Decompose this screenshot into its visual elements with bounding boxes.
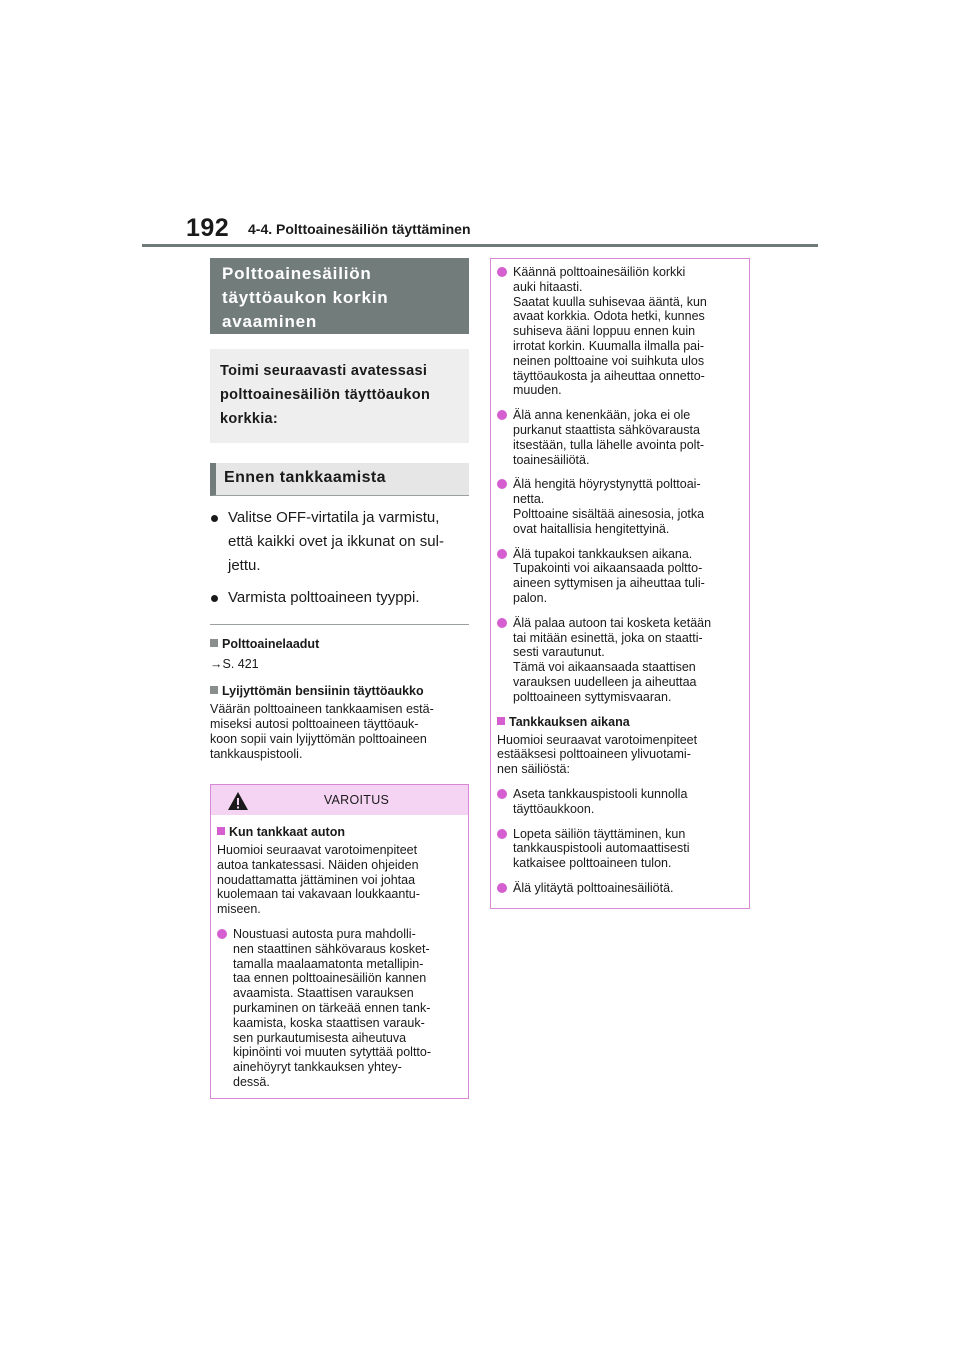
warning-line: Huomioi seuraavat varotoimenpiteet xyxy=(217,843,418,857)
warning-line: kaamista, koska staattisen varauk- xyxy=(233,1015,425,1030)
warning-line: avaat korkkia. Odota hetki, kunnes xyxy=(513,309,705,324)
warning-line: Älä ylitäytä polttoainesäiliötä. xyxy=(513,880,674,895)
heading-line: täyttöaukon korkin xyxy=(222,288,389,307)
bullet-line: Valitse OFF-virtatila ja varmistu, xyxy=(228,509,440,526)
circle-bullet-icon xyxy=(497,549,507,559)
bullet-icon xyxy=(211,515,218,522)
warning-header xyxy=(211,785,468,815)
warning-line: nen staattinen sähkövaraus kosket- xyxy=(233,941,430,956)
warning-line: Älä palaa autoon tai kosketa ketään xyxy=(513,615,712,630)
warning-item xyxy=(497,547,743,606)
square-bullet-icon xyxy=(210,639,218,647)
note-heading xyxy=(210,637,469,651)
warning-line: sen purkautumisesta aiheutuva xyxy=(233,1030,407,1045)
warning-intro xyxy=(217,843,462,917)
circle-bullet-icon xyxy=(497,479,507,489)
divider xyxy=(210,624,469,625)
list-item xyxy=(210,586,469,610)
warning-item xyxy=(497,616,743,705)
warning-line: dessä. xyxy=(233,1074,270,1089)
warning-line: polttoaineen syttymisvaaran. xyxy=(513,689,672,704)
subheading: Ennen tankkaamista xyxy=(210,463,469,496)
warning-line: Käännä polttoainesäiliön korkki xyxy=(513,265,686,279)
note-line: Väärän polttoaineen tankkaamisen estä- xyxy=(210,702,434,716)
intro-line: Toimi seuraavasti avatessasi xyxy=(220,363,428,379)
note-heading xyxy=(210,684,469,698)
warning-line: tankkauspistooli automaattisesti xyxy=(513,841,690,856)
intro-line: polttoainesäiliön täyttöaukon xyxy=(220,387,431,403)
list-item xyxy=(210,506,469,578)
circle-bullet-icon xyxy=(497,789,507,799)
square-bullet-icon xyxy=(217,827,225,835)
warning-line: ovat haitallisia hengitettyinä. xyxy=(513,521,670,536)
warning-item xyxy=(217,927,462,1090)
bullet-line: Varmista polttoaineen tyyppi. xyxy=(228,589,420,606)
warning-line: kipinöinti voi muuten sytyttää poltto- xyxy=(233,1045,432,1060)
warning-line: tai mitään esinettä, joka on staatti- xyxy=(513,630,703,645)
warning-line: Aseta tankkauspistooli kunnolla xyxy=(513,786,688,801)
warning-line: netta. xyxy=(513,492,545,507)
warning-line: autoa tankatessasi. Näiden ohjeiden xyxy=(217,857,419,872)
warning-line: Noustuasi autosta pura mahdolli- xyxy=(233,926,416,941)
page-number: 192 xyxy=(186,214,230,242)
bullet-line: että kaikki ovet ja ikkunat on sul- xyxy=(228,533,444,550)
warning-item xyxy=(497,881,743,896)
warning-box xyxy=(210,784,469,1099)
warning-label: VAROITUS xyxy=(323,793,390,807)
right-column xyxy=(490,258,750,909)
circle-bullet-icon xyxy=(497,618,507,628)
warning-line: täyttöaukosta ja aiheuttaa onnetto- xyxy=(513,368,705,383)
warning-heading-text: Kun tankkaat auton xyxy=(229,825,345,839)
note-line: tankkauspistooli. xyxy=(210,747,303,761)
warning-line: ainehöyryt tankkauksen yhtey- xyxy=(233,1060,402,1075)
warning-heading xyxy=(497,715,743,729)
warning-line: Lopeta säiliön täyttäminen, kun xyxy=(513,826,686,841)
warning-line: irrotat korkin. Kuumalla ilmalla pai- xyxy=(513,338,705,353)
warning-item xyxy=(497,787,743,817)
left-column xyxy=(210,258,469,1099)
section-heading-box xyxy=(210,258,469,334)
warning-line: estääksesi polttoaineen ylivuotami- xyxy=(497,747,691,762)
note-line: koon sopii vain lyijyttömän polttoaineen xyxy=(210,732,427,746)
section-title: 4-4. Polttoainesäiliön täyttäminen xyxy=(248,221,471,237)
warning-line: kuolemaan tai vakavaan loukkaantu- xyxy=(217,887,420,902)
heading-line: Polttoainesäiliön xyxy=(222,264,372,283)
warning-line: purkanut staattista sähkövarausta xyxy=(513,422,700,437)
warning-body xyxy=(211,815,468,1098)
page-reference[interactable]: →S. 421 xyxy=(210,657,259,671)
warning-line: Älä anna kenenkään, joka ei ole xyxy=(513,408,691,423)
warning-line: noudattamatta jättäminen voi johtaa xyxy=(217,872,416,887)
warning-line: taa ennen polttoainesäiliön kannen xyxy=(233,971,427,986)
warning-line: toainesäiliötä. xyxy=(513,452,590,467)
bullet-list xyxy=(210,506,469,610)
square-bullet-icon xyxy=(210,686,218,694)
warning-line: itsestään, tulla lähelle avointa polt- xyxy=(513,437,705,452)
note-heading-text: Polttoainelaadut xyxy=(222,637,320,651)
circle-bullet-icon xyxy=(217,929,227,939)
warning-intro xyxy=(497,733,743,777)
warning-line: Älä hengitä höyrystynyttä polttoai- xyxy=(513,477,701,492)
intro-box xyxy=(210,349,469,443)
warning-triangle-icon xyxy=(227,791,249,811)
bullet-icon xyxy=(211,595,218,602)
warning-line: palon. xyxy=(513,590,548,605)
warning-line: varauksen uudelleen ja aiheuttaa xyxy=(513,674,697,689)
warning-line: neinen polttoaine voi suihkuta ulos xyxy=(513,353,705,368)
warning-line: Älä tupakoi tankkauksen aikana. xyxy=(513,546,693,561)
circle-bullet-icon xyxy=(497,883,507,893)
warning-heading-text: Tankkauksen aikana xyxy=(509,714,630,729)
warning-line: Tämä voi aikaansaada staattisen xyxy=(513,660,696,675)
warning-item xyxy=(497,477,743,536)
note-heading-text: Lyijyttömän bensiinin täyttöaukko xyxy=(222,684,424,698)
warning-body xyxy=(491,259,749,908)
warning-line: Saatat kuulla suhisevaa ääntä, kun xyxy=(513,294,707,309)
warning-line: Polttoaine sisältää ainesosia, jotka xyxy=(513,506,705,521)
header-rule xyxy=(142,244,818,247)
warning-line: katkaisee polttoaineen tulon. xyxy=(513,856,672,871)
circle-bullet-icon xyxy=(497,410,507,420)
warning-line: täyttöaukkoon. xyxy=(513,801,595,816)
square-bullet-icon xyxy=(497,717,505,725)
warning-line: avaamista. Staattisen varauksen xyxy=(233,986,414,1001)
warning-line: sesti varautunut. xyxy=(513,645,605,660)
note-body xyxy=(210,702,469,762)
warning-line: suhiseva ääni loppuu ennen kuin xyxy=(513,324,696,339)
bullet-line: jettu. xyxy=(228,557,261,574)
warning-line: Tupakointi voi aikaansaada poltto- xyxy=(513,561,703,576)
heading-line: avaaminen xyxy=(222,312,318,331)
warning-heading xyxy=(217,825,462,839)
warning-line: purkaminen on tärkeää ennen tank- xyxy=(233,1000,431,1015)
warning-item xyxy=(497,408,743,467)
circle-bullet-icon xyxy=(497,829,507,839)
warning-line: Huomioi seuraavat varotoimenpiteet xyxy=(497,732,698,747)
warning-line: tamalla maalaamatonta metallipin- xyxy=(233,956,424,971)
warning-line: miseen. xyxy=(217,902,261,917)
note-line: miseksi autosi polttoaineen täyttöauk- xyxy=(210,717,419,731)
warning-item xyxy=(497,265,743,398)
warning-line: aineen syttymisen ja aiheuttaa tuli- xyxy=(513,576,705,591)
warning-line: nen säiliöstä: xyxy=(497,762,570,777)
circle-bullet-icon xyxy=(497,267,507,277)
warning-item xyxy=(497,827,743,871)
warning-box-continued xyxy=(490,258,750,909)
intro-line: korkkia: xyxy=(220,411,279,427)
warning-line: muuden. xyxy=(513,383,562,398)
warning-line: auki hitaasti. xyxy=(513,279,583,294)
